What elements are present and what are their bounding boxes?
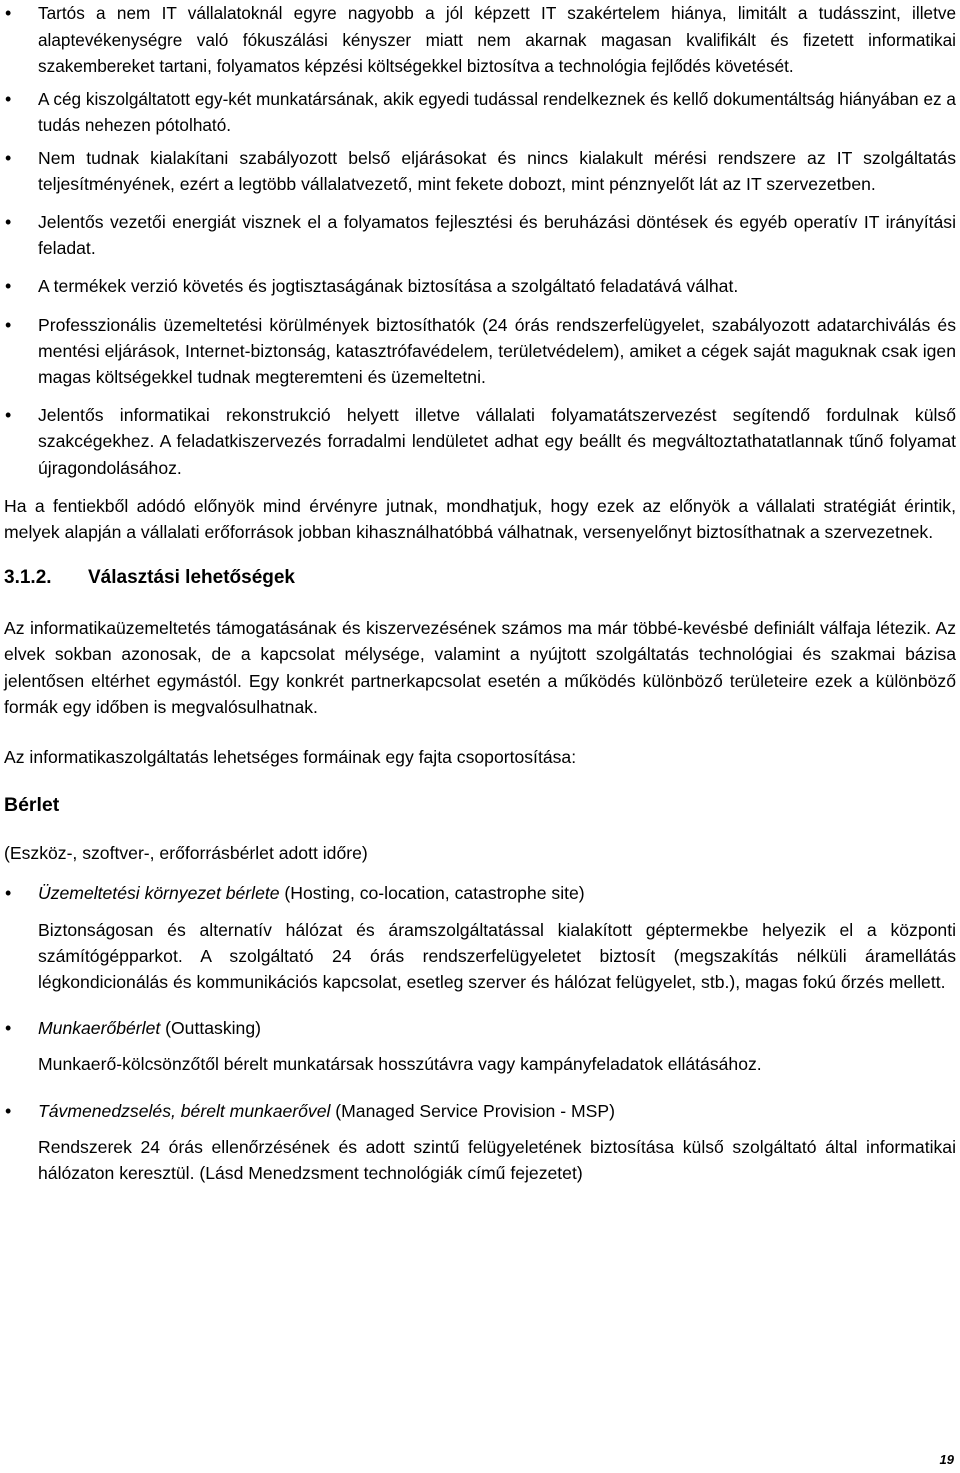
rental-item-title-line	[38, 1101, 615, 1121]
list-item: • Professzionális üzemeltetési körülmények biztosíthatók (24 órás rendszerfelügyelet, szabályozott adatarchiválás és mentési eljárások, Internet-biztonság, katasztrófavédelem, területvédelem), amiket a cégek saját maguknak csak igen magas költségekkel tudnak megteremteni és üzemeltetni.	[4, 312, 956, 391]
section-number: 3.1.2.	[4, 567, 52, 589]
section-title: Választási lehetőségek	[88, 567, 295, 589]
list-item: • Nem tudnak kialakítani szabályozott belső eljárásokat és nincs kialakult mérési rendszere az IT szolgáltatás teljesítményének, ezért a legtöbb vállalatvezető, mint fekete dobozt, mint pénznyelőt lát az IT szervezetben.	[4, 145, 956, 197]
rental-item-title: Munkaerőbérlet	[38, 1018, 161, 1039]
section-heading	[4, 565, 956, 591]
rental-list	[4, 880, 956, 1186]
page-number: 19	[939, 1452, 954, 1467]
paragraph-forms: Az informatikaszolgáltatás lehetséges formáinak egy fajta csoportosítása:	[4, 746, 577, 767]
rental-item-note: (Hosting, co-location, catastrophe site)	[279, 883, 585, 904]
paragraph-advantages: Ha a fentiekből adódó előnyök mind érvényre jutnak, mondhatjuk, hogy ezek az előnyök a vállalati stratégiát érintik, melyek alapján a vállalati erőforrások jobban kihasználhatóbbá válhatnak, versenyelőnyt biztosíthatnak a szervezetnek.	[4, 495, 956, 542]
rental-item-description: Rendszerek 24 órás ellenőrzésének és adott szintű felügyeletének biztosítása külső szolgáltató által informatikai hálózaton keresztül. (Lásd Menedzsment technológiák című fejezetet)	[38, 1136, 956, 1183]
rental-item	[4, 1098, 956, 1187]
paragraph-options: Az informatikaüzemeltetés támogatásának és kiszervezésének számos ma már többé-kevésbé definiált válfaja létezik. Az elvek sokban azonosak, de a kapcsolat mélysége, valamint a nyújtott szolgáltatás technológiai és szakmai bázisa jelentősen eltérhet egymástól. Egy konkrét partnerkapcsolat esetén a működés különböző területeire ezek a különböző formák egy időben is megvalósulhatnak.	[4, 618, 956, 717]
list-item: • Jelentős vezetői energiát visznek el a folyamatos fejlesztési és beruházási döntések és egyéb operatív IT irányítási feladat.	[4, 209, 956, 261]
rental-item	[4, 880, 956, 995]
category-subtitle: (Eszköz-, szoftver-, erőforrásbérlet adott időre)	[4, 843, 368, 864]
rental-item-description: Biztonságosan és alternatív hálózat és áramszolgáltatással kialakított géptermekbe helyezik el a központi számítógépparkot. A szolgáltató 24 órás rendszerfelügyeletet biztosít (megszakítás nélküli áramellátás légkondicionálás és kommunikációs kapcsolat, esetleg szerver és hálózat felügyelet, stb.), magas fokú őrzés mellett.	[38, 919, 956, 992]
category-heading: Bérlet	[4, 794, 60, 817]
rental-item-title: Üzemeltetési környezet bérlete	[38, 883, 280, 904]
list-item: • A termékek verzió követés és jogtisztaságának biztosítása a szolgáltató feladatává válhat.	[4, 273, 956, 299]
rental-item-note: (Managed Service Provision - MSP)	[330, 1100, 615, 1121]
list-item: • A cég kiszolgáltatott egy-két munkatársának, akik egyedi tudással rendelkeznek és kellő dokumentáltság hiányában ez a tudás nehezen pótolható.	[4, 86, 956, 139]
list-item: • Tartós a nem IT vállalatoknál egyre nagyobb a jól képzett IT szakértelem hiánya, limitált a tudásszint, illetve alaptevékenységre való fókuszálási kényszer miatt nem akarnak magasan kvalifikált és fizetett informatikai szakembereket tartani, folyamatos képzési költségekkel biztosítva a technológia fejlődés követését.	[4, 0, 956, 80]
rental-item-title-line	[38, 883, 585, 903]
rental-item-description: Munkaerő-kölcsönzőtől bérelt munkatársak hosszútávra vagy kampányfeladatok ellátásához.	[38, 1054, 762, 1075]
rental-item-title: Távmenedzselés, bérelt munkaerővel	[38, 1100, 331, 1121]
list-item: • Jelentős informatikai rekonstrukció helyett illetve vállalati folyamatátszervezést segítendő fordulnak külső szakcégekhez. A feladatkiszervezés forradalmi lendületet adhat egy beállt és megváltoztathatatlannak tűnő folyamat újragondolásához.	[4, 402, 956, 481]
rental-item-note: (Outtasking)	[160, 1018, 261, 1039]
rental-item-title-line	[38, 1018, 261, 1038]
advantages-list	[4, 0, 956, 481]
rental-item	[4, 1015, 956, 1077]
